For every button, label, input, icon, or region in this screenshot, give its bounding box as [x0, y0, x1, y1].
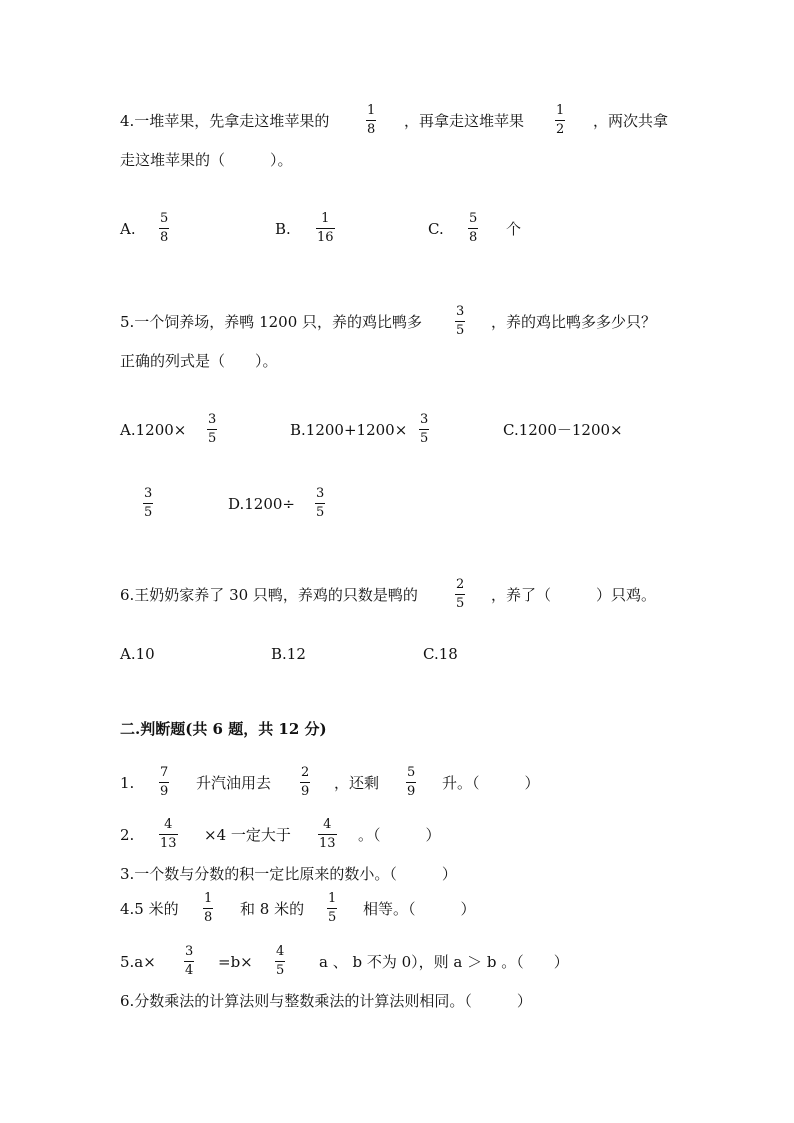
fraction-denominator: 5 — [316, 505, 325, 520]
q4-text-part1: 4.一堆苹果，先拿走这堆苹果的 — [120, 112, 330, 130]
fraction-denominator: 8 — [367, 122, 376, 137]
q5-text-line2: 正确的列式是（ ）。 — [120, 352, 278, 370]
j4-fraction-2 — [327, 892, 337, 925]
fraction-numerator: 4 — [164, 817, 173, 832]
q4-option-a-label: A. — [120, 220, 136, 238]
fraction-numerator: 2 — [301, 765, 310, 780]
j2-fraction-2 — [318, 818, 337, 851]
q4-text-part2: ，再拿走这堆苹果 — [404, 112, 525, 130]
j1-fraction-1 — [159, 766, 169, 799]
q4-option-c-label: C. — [428, 220, 444, 238]
fraction-numerator: 5 — [160, 211, 169, 226]
j5-text-3: a 、 b 不为 0），则 a ＞ b 。（ ） — [319, 953, 569, 971]
section-heading: 二.判断题(共 6 题，共 12 分) — [120, 720, 327, 738]
fraction-numerator: 1 — [556, 103, 565, 118]
fraction-denominator: 5 — [456, 323, 465, 338]
fraction-numerator: 5 — [407, 765, 416, 780]
fraction-denominator: 8 — [469, 230, 478, 245]
q4-text-part3: ，两次共拿 — [593, 112, 669, 130]
q4-option-b-label: B. — [275, 220, 291, 238]
q6-fraction-1 — [455, 578, 465, 611]
q6-option-b: B.12 — [271, 645, 306, 663]
fraction-denominator: 9 — [160, 784, 169, 799]
q5-option-d-label: D.1200÷ — [228, 495, 296, 513]
fraction-denominator: 13 — [319, 836, 336, 851]
j5-fraction-1 — [184, 945, 194, 978]
fraction-denominator: 5 — [276, 963, 285, 978]
fraction-denominator: 5 — [420, 431, 429, 446]
j1-text-2: ，还剩 — [334, 774, 380, 792]
q5-option-d-fraction — [315, 487, 325, 520]
j4-text-1: 4.5 米的 — [120, 900, 179, 918]
fraction-denominator: 5 — [456, 596, 465, 611]
fraction-denominator: 9 — [301, 784, 310, 799]
fraction-numerator: 1 — [204, 891, 213, 906]
j1-text-3: 升。（ ） — [442, 774, 540, 792]
fraction-numerator: 4 — [276, 944, 285, 959]
q5-text-part1: 5.一个饲养场，养鸭 1200 只，养的鸡比鸭多 — [120, 313, 423, 331]
fraction-numerator: 3 — [420, 412, 429, 427]
fraction-numerator: 4 — [323, 817, 332, 832]
fraction-denominator: 8 — [160, 230, 169, 245]
fraction-numerator: 5 — [469, 211, 478, 226]
q5-option-b-label: B.1200+1200× — [290, 421, 408, 439]
fraction-numerator: 2 — [456, 577, 465, 592]
j2-text-1: ×4 一定大于 — [204, 826, 291, 844]
q5-option-c-label: C.1200－1200× — [503, 421, 623, 439]
q4-option-b-fraction — [316, 212, 335, 245]
fraction-numerator: 3 — [144, 486, 153, 501]
q4-text-line2: 走这堆苹果的（ ）。 — [120, 151, 293, 169]
j3-text: 3.一个数与分数的积一定比原来的数小。（ ） — [120, 865, 457, 883]
j4-fraction-1 — [203, 892, 213, 925]
j2-text-2: 。（ ） — [358, 826, 441, 844]
q4-option-c-suffix: 个 — [506, 220, 522, 238]
q6-option-a: A.10 — [120, 645, 155, 663]
j5-text-2: =b× — [218, 953, 253, 971]
q5-option-c-fraction — [143, 487, 153, 520]
fraction-denominator: 5 — [328, 910, 337, 925]
j2-fraction-1 — [159, 818, 178, 851]
fraction-denominator: 16 — [317, 230, 334, 245]
q6-text-part1: 6.王奶奶家养了 30 只鸭，养鸡的只数是鸭的 — [120, 586, 418, 604]
q4-fraction-2 — [555, 104, 565, 137]
fraction-denominator: 2 — [556, 122, 565, 137]
q6-text-part2: ，养了（ ）只鸡。 — [491, 586, 657, 604]
fraction-denominator: 4 — [185, 963, 194, 978]
j1-text-1: 升汽油用去 — [196, 774, 272, 792]
j1-number: 1. — [120, 774, 135, 792]
fraction-denominator: 5 — [144, 505, 153, 520]
j2-number: 2. — [120, 826, 135, 844]
q5-option-a-fraction — [207, 413, 217, 446]
j1-fraction-3 — [406, 766, 416, 799]
fraction-numerator: 7 — [160, 765, 169, 780]
q5-option-a-label: A.1200× — [120, 421, 187, 439]
fraction-numerator: 3 — [456, 304, 465, 319]
q4-option-a-fraction — [159, 212, 169, 245]
q5-fraction-1 — [455, 305, 465, 338]
q4-option-c-fraction — [468, 212, 478, 245]
fraction-denominator: 9 — [407, 784, 416, 799]
fraction-denominator: 5 — [208, 431, 217, 446]
fraction-numerator: 3 — [208, 412, 217, 427]
fraction-denominator: 13 — [160, 836, 177, 851]
j1-fraction-2 — [300, 766, 310, 799]
j6-text: 6.分数乘法的计算法则与整数乘法的计算法则相同。（ ） — [120, 992, 532, 1010]
fraction-numerator: 1 — [367, 103, 376, 118]
j4-text-3: 相等。（ ） — [363, 900, 476, 918]
q5-text-part2: ，养的鸡比鸭多多少只？ — [491, 313, 657, 331]
fraction-numerator: 1 — [328, 891, 337, 906]
j4-text-2: 和 8 米的 — [240, 900, 305, 918]
q4-fraction-1 — [366, 104, 376, 137]
fraction-denominator: 8 — [204, 910, 213, 925]
fraction-numerator: 1 — [321, 211, 330, 226]
fraction-numerator: 3 — [316, 486, 325, 501]
q6-option-c: C.18 — [423, 645, 458, 663]
q5-option-b-fraction — [419, 413, 429, 446]
fraction-numerator: 3 — [185, 944, 194, 959]
j5-text-1: 5.a× — [120, 953, 156, 971]
j5-fraction-2 — [275, 945, 285, 978]
